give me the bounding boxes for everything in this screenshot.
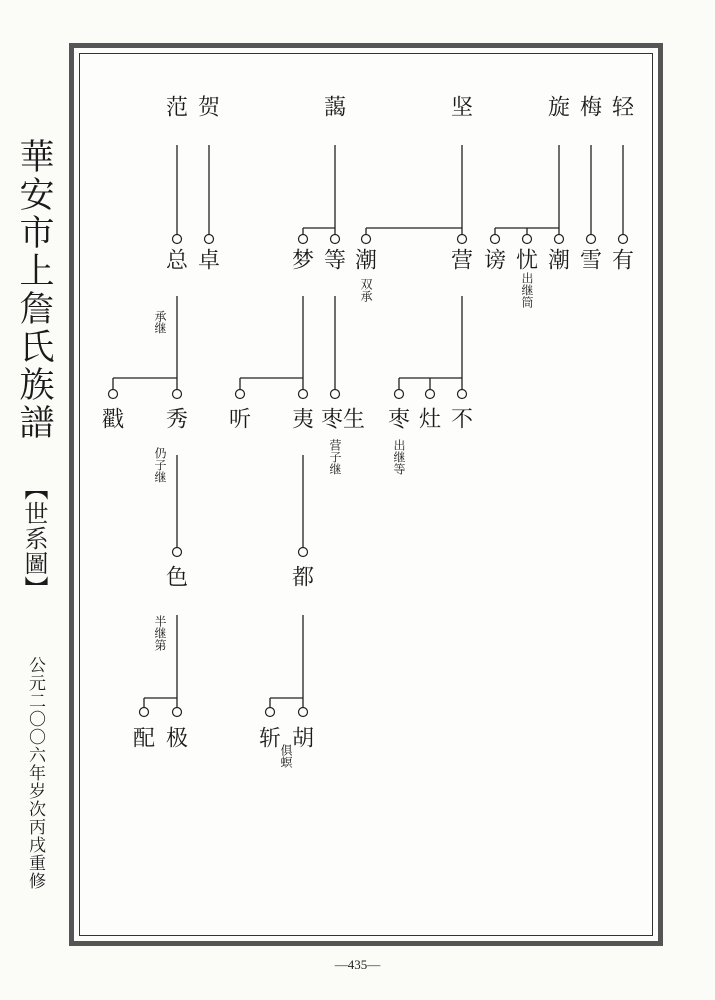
- tree-notes: [153, 271, 534, 769]
- node-circle-n-du: [299, 548, 308, 557]
- node-name-n-se: 色: [165, 565, 189, 591]
- node-name-n-hu: 胡: [291, 726, 315, 752]
- node-circle-n-zhuo2: [266, 708, 275, 717]
- node-name-n-fan: 范: [165, 95, 189, 121]
- node-name-n-zhuo: 卓: [197, 248, 221, 274]
- tree-connector-n-zong: [113, 296, 177, 378]
- node-circle-n-chao2: [362, 235, 371, 244]
- section-label: 【世系圖】: [20, 476, 48, 601]
- node-name-n-bu: 不: [450, 407, 474, 433]
- node-circle-n-zaosheng: [331, 390, 340, 399]
- node-circle-n-yi: [299, 390, 308, 399]
- node-note-n-you2: 出继筒: [520, 272, 534, 308]
- node-name-n-jian: 坚: [450, 95, 474, 121]
- node-name-n-meng: 梦: [291, 248, 315, 274]
- book-title: 華安市上詹氏族譜: [14, 138, 54, 442]
- node-name-n-ying: 营: [450, 248, 474, 274]
- node-name-n-he: 贺: [197, 95, 221, 121]
- tree-connector-n-ying: [399, 296, 462, 378]
- node-circle-n-zao2: [395, 390, 404, 399]
- node-circle-n-deng: [331, 235, 340, 244]
- node-note-n-chao2: 双承: [359, 278, 373, 302]
- node-circle-n-se: [173, 548, 182, 557]
- node-name-n-xue: 雪: [579, 248, 603, 274]
- node-name-n-ai: 藹: [323, 95, 347, 121]
- node-name-n-pei: 配: [132, 726, 156, 752]
- node-note-n-se: 仍子继: [153, 447, 167, 483]
- node-name-n-you2: 忧: [515, 248, 539, 274]
- node-circle-n-xue: [587, 235, 596, 244]
- tree-connector-n-meng: [240, 296, 303, 378]
- node-name-n-qing: 轻: [611, 95, 635, 121]
- node-circle-n-zhuo: [205, 235, 214, 244]
- node-name-n-you: 有: [611, 248, 635, 274]
- node-name-n-zao: 灶: [418, 407, 442, 433]
- node-name-n-xi: 戳: [101, 407, 125, 433]
- node-circle-n-xiu: [173, 390, 182, 399]
- tree-connector-n-jian: [366, 145, 462, 228]
- node-circle-n-xi: [109, 390, 118, 399]
- node-name-n-mei: 梅: [579, 95, 603, 121]
- node-name-n-zao2: 枣: [387, 407, 411, 433]
- node-circle-n-ji: [173, 708, 182, 717]
- node-circle-n-bu: [458, 390, 467, 399]
- tree-circles: [109, 235, 628, 717]
- node-name-n-ting: 听: [228, 407, 252, 433]
- node-name-n-zong: 总: [165, 248, 189, 274]
- node-name-n-zhuo2: 斩: [258, 726, 282, 752]
- node-name-n-deng: 等: [323, 248, 347, 274]
- node-name-n-ji: 极: [165, 726, 189, 752]
- node-circle-n-you: [619, 235, 628, 244]
- node-name-n-chao2: 潮: [354, 248, 378, 274]
- node-name-n-chao1: 潮: [547, 248, 571, 274]
- node-circle-n-pei: [140, 708, 149, 717]
- node-note-n-ji: 半继第: [153, 615, 167, 651]
- node-name-n-bang: 谤: [483, 248, 507, 274]
- node-circle-n-bang: [491, 235, 500, 244]
- node-circle-n-hu: [299, 708, 308, 717]
- node-circle-n-meng: [299, 235, 308, 244]
- node-circle-n-you2: [523, 235, 532, 244]
- node-name-n-yi: 夷: [291, 407, 315, 433]
- node-note-n-zaosheng: 营子继: [328, 439, 342, 475]
- tree-names: [102, 96, 635, 752]
- tree-connector-n-ai: [303, 145, 335, 228]
- tree-connector-n-du: [270, 615, 303, 698]
- node-note-n-zao2: 出继等: [392, 439, 406, 475]
- node-name-n-zaosheng: 枣生: [320, 407, 366, 433]
- node-name-n-xuan: 旋: [547, 95, 571, 121]
- node-circle-n-zao: [426, 390, 435, 399]
- tree-lines: [113, 145, 623, 707]
- node-circle-n-zong: [173, 235, 182, 244]
- node-note-n-xiu: 承继: [153, 310, 167, 334]
- node-circle-n-ting: [236, 390, 245, 399]
- tree-connector-n-xuan: [495, 145, 559, 228]
- revision-note: 公元二〇〇六年岁次丙戌重修: [25, 656, 45, 890]
- node-name-n-du: 都: [291, 565, 315, 591]
- node-circle-n-chao1: [555, 235, 564, 244]
- node-circle-n-ying: [458, 235, 467, 244]
- node-note-n-hu: 俱螟: [279, 744, 293, 768]
- page-number: —435—: [334, 957, 381, 972]
- node-name-n-xiu: 秀: [165, 407, 189, 433]
